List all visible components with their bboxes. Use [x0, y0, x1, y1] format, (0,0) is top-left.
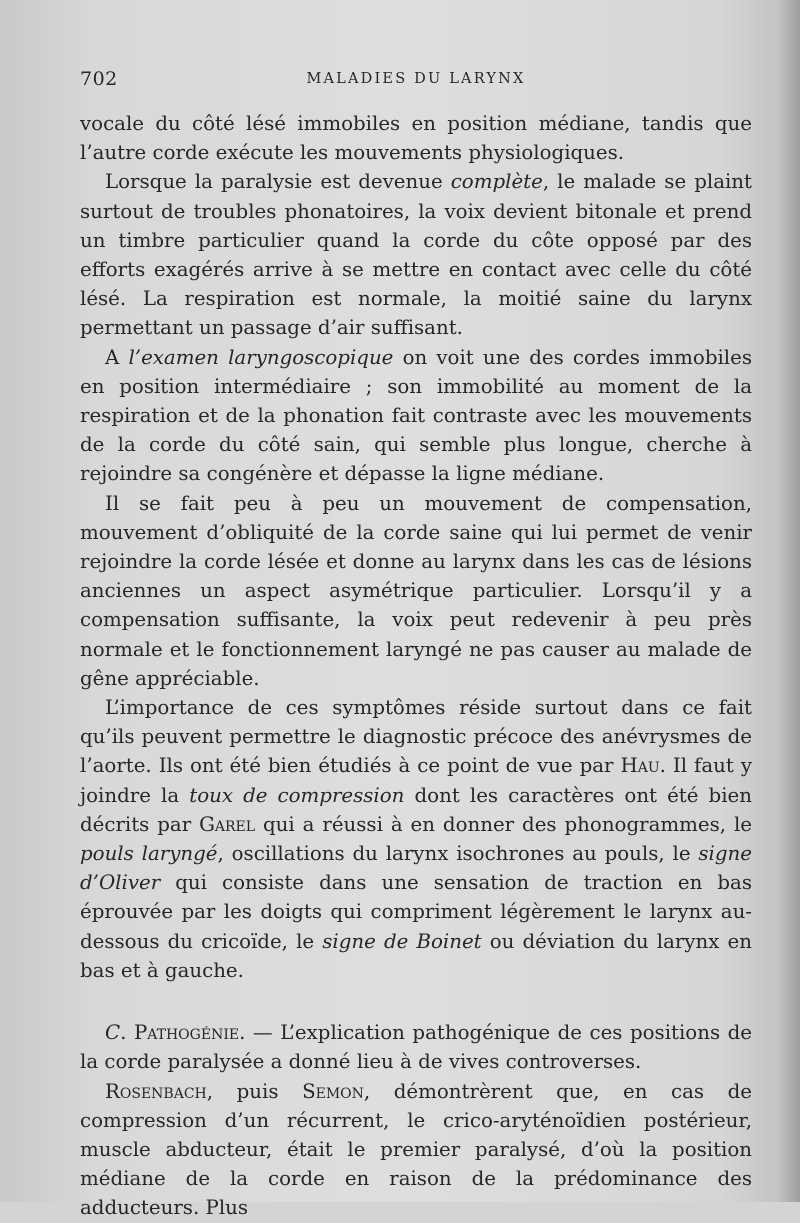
- text-run: , le malade se plaint surtout de troubles phonatoires, la voix devient bitonale et prend un timbre particulier quand la corde du côte opposé par des efforts exagérés arrive à se mettre en contact avec celle du côté lésé. La respiration est normale, la moitié saine du larynx permettant un passage d’air suffisant.: [80, 170, 752, 340]
- text-run: on voit une des cordes immobiles en position intermédiaire ; son immobilité au moment de la respiration et de la phonation fait contraste avec les mouvements de la corde du côté sain, qui semble plus longue, cherche à rejoindre sa congénère et dépasse la ligne médiane.: [80, 345, 752, 486]
- paragraph-text: Il se fait peu à peu un mouvement de compensation, mouvement d’obliquité de la corde saine qui lui permet de venir rejoindre la corde lésée et donne au larynx dans les cas de lésions anciennes un aspect asymétrique particulier. Lorsqu’il y a compensation suffisante, la voix peut redevenir à peu près normale et le fonctionnement laryngé ne pas causer au malade de gêne appréciable.: [80, 491, 752, 690]
- italic-term: complète: [450, 170, 543, 194]
- text-run: , puis: [206, 1079, 303, 1103]
- section-heading: Pathogénie: [133, 1021, 240, 1045]
- paragraph-importance: [80, 693, 752, 985]
- text-run: L’importance de ces symptômes réside surtout dans ce fait qu’ils peuvent permettre le diagnostic précoce des anévrysmes de l’aorte. Ils ont été bien étudiés à ce point de vue par: [80, 696, 752, 778]
- italic-term: pouls laryngé: [80, 842, 218, 866]
- page-header: [80, 68, 752, 98]
- paragraph-compensation: [80, 489, 752, 693]
- author-name: Rosenbach: [105, 1079, 207, 1103]
- text-run: ou déviation du larynx en bas et à gauche.: [80, 929, 752, 982]
- author-name: Hau: [620, 754, 660, 778]
- text-run: qui a réussi à en donner des phonogrammes, le: [255, 812, 752, 836]
- page-number: 702: [80, 68, 118, 90]
- page-edge-shadow: [778, 0, 800, 1202]
- paragraph-continuation: [80, 109, 752, 167]
- body-text: [80, 109, 752, 1223]
- text-run: Lorsque la paralysie est devenue: [105, 170, 451, 194]
- section-letter: C: [105, 1021, 121, 1045]
- text-run: A: [105, 345, 129, 369]
- text-run: qui consiste dans une sensation de traction en bas éprouvée par les doigts qui compriment légèrement le larynx au-dessous du cricoïde, le: [80, 871, 752, 953]
- paragraph-text: vocale du côté lésé immobiles en position médiane, tandis que l’autre corde exécute les mouvements physiologiques.: [80, 112, 752, 165]
- paragraph-rosenbach: [80, 1077, 752, 1223]
- text-run: . Il faut y joindre la: [80, 754, 753, 807]
- paragraph-examen: [80, 343, 752, 489]
- running-title: MALADIES DU LARYNX: [306, 71, 526, 87]
- italic-term: signe de Boinet: [322, 929, 482, 953]
- author-name: Garel: [199, 812, 256, 836]
- italic-term: l’examen laryngoscopique: [128, 345, 394, 369]
- text-run: .: [120, 1021, 134, 1045]
- text-run: dont les caractères ont été bien décrits par: [80, 783, 752, 836]
- italic-term: signe d’Oliver: [80, 842, 752, 895]
- author-name: Semon: [302, 1079, 364, 1103]
- text-run: , oscillations du larynx isochrones au pouls, le: [217, 842, 699, 866]
- italic-term: toux de compression: [189, 783, 405, 807]
- paragraph-paralysie-complete: [80, 167, 752, 342]
- section-pathogenie: [80, 1018, 752, 1076]
- text-run: , démontrèrent que, en cas de compression d’un récurrent, le crico-aryténoïdien postérieur, muscle abducteur, était le premier paralysé, d’où la position médiane de la corde en raison de la prédominance des adducteurs. Plus: [80, 1079, 753, 1220]
- text-run: . — L’explication pathogénique de ces positions de la corde paralysée a donné lieu à de vives controverses.: [80, 1021, 753, 1074]
